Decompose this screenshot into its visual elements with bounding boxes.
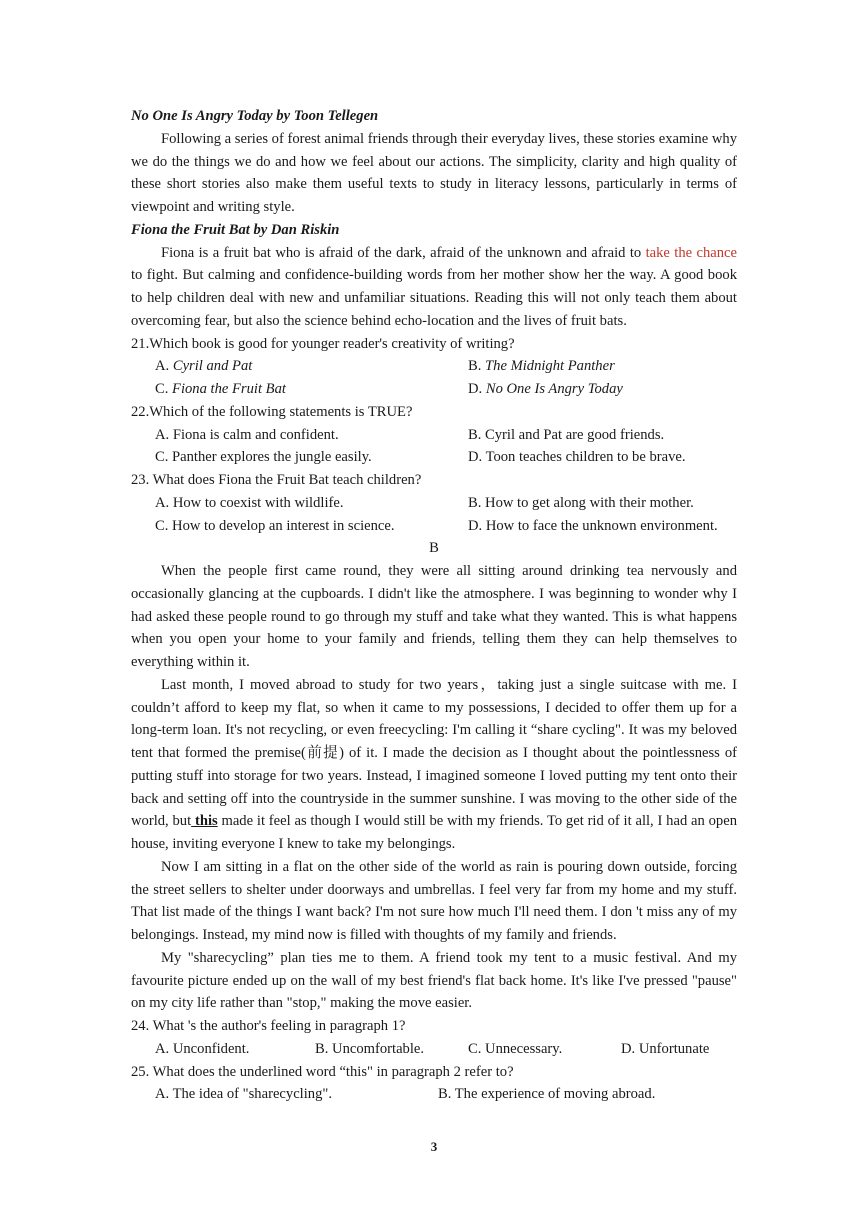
option-d: D. No One Is Angry Today [468, 381, 623, 397]
question-23-options [131, 492, 737, 538]
question-21-stem: 21.Which book is good for younger reader's creativity of writing? [131, 335, 515, 352]
question-22-options [131, 424, 737, 470]
option-c: C. How to develop an interest in science. [155, 517, 395, 534]
underlined-word-this: this [191, 813, 218, 830]
option-c: C. Panther explores the jungle easily. [155, 449, 372, 466]
highlighted-phrase: take the chance [645, 244, 738, 261]
option-b: B. Uncomfortable. [315, 1040, 425, 1057]
question-25-stem: 25. What does the underlined word “this" in paragraph 2 refer to? [131, 1063, 514, 1080]
page-number: 3 [430, 1139, 438, 1154]
question-24-options [131, 1038, 737, 1061]
book1-title: No One Is Angry Today by Toon Tellegen [131, 108, 379, 124]
option-a: A. Cyril and Pat [155, 358, 253, 375]
option-d: D. Unfortunate [621, 1040, 710, 1057]
option-b: B. The experience of moving abroad. [438, 1086, 656, 1103]
question-23-stem: 23. What does Fiona the Fruit Bat teach children? [131, 472, 422, 488]
passage-b-paragraph-4: My "sharecycling” plan ties me to them. A friend took my tent to a music festival. And my favourite picture ended up on the wall of my best friend's flat back home. It's like I've pressed "pause" on my city life rather than "stop," making the move easier. [131, 949, 737, 1012]
option-c: C. Fiona the Fruit Bat [155, 381, 286, 397]
option-d: D. How to face the unknown environment. [468, 517, 718, 534]
question-22-stem: 22.Which of the following statements is TRUE? [131, 403, 413, 420]
section-heading-b: B [429, 540, 439, 557]
option-c: C. Unnecessary. [468, 1040, 563, 1057]
question-24-stem: 24. What 's the author's feeling in paragraph 1? [131, 1018, 406, 1034]
document-body [131, 105, 737, 1106]
passage-b-paragraph-1: When the people first came round, they were all sitting around drinking tea nervously and occasionally glancing at the cupboards. I didn't like the atmosphere. I was beginning to wonder why I had asked these people round to go through my stuff and take what they wanted. This is what happens when you open your home to your family and friends, telling them they can help themselves to everything within it. [131, 563, 737, 670]
option-b: B. Cyril and Pat are good friends. [468, 426, 665, 443]
passage-b-paragraph-2: Last month, I moved abroad to study for two years，taking just a single suitcase with me. I couldn’t afford to keep my flat, so when it came to my possessions, I decided to offer them up for a long-term loan. It's not recycling, or even freecycling: I'm calling it “share cycling". It was my beloved tent that formed the premise(前提) of it. I made the decision as I thought about the pointlessness of putting stuff into storage for two years. Instead, I imagined someone I loved putting my tent onto their back and setting off into the countryside in the summer sunshine. I was moving to the other side of the world, but this made it feel as though I would still be with my friends. To get rid of it all, I had an open house, inviting everyone I knew to take my belongings. [131, 676, 737, 852]
option-b: B. The Midnight Panther [468, 358, 615, 375]
option-d: D. Toon teaches children to be brave. [468, 449, 686, 466]
option-a: A. Fiona is calm and confident. [155, 426, 339, 443]
passage-b-paragraph-3: Now I am sitting in a flat on the other side of the world as rain is pouring down outside, forcing the street sellers to shelter under doorways and umbrellas. I feel very far from my home and my stuff. That list made of the things I want back? I'm not sure how much I'll need them. I don 't miss any of my belongings. Instead, my mind now is filled with thoughts of my family and friends. [131, 858, 737, 943]
book2-title: Fiona the Fruit Bat by Dan Riskin [131, 221, 340, 238]
option-a: A. How to coexist with wildlife. [155, 494, 344, 511]
question-25-options [131, 1083, 737, 1106]
question-21-options [131, 355, 737, 401]
book1-description: Following a series of forest animal friends through their everyday lives, these stories examine why we do the things we do and how we feel about our actions. The simplicity, clarity and high quality of these short stories also make them useful texts to study in literacy lessons, particularly in terms of viewpoint and writing style. [131, 130, 737, 215]
option-a: A. The idea of "sharecycling". [155, 1086, 332, 1103]
option-a: A. Unconfident. [155, 1040, 250, 1057]
option-b: B. How to get along with their mother. [468, 494, 694, 511]
book2-description: Fiona is a fruit bat who is afraid of the dark, afraid of the unknown and afraid to take the chance to fight. But calming and confidence-building words from her mother show her the way. A good book to help children deal with new and unfamiliar situations. Reading this will not only teach them about overcoming fear, but also the science behind echo-location and the lives of fruit bats. [131, 244, 738, 329]
